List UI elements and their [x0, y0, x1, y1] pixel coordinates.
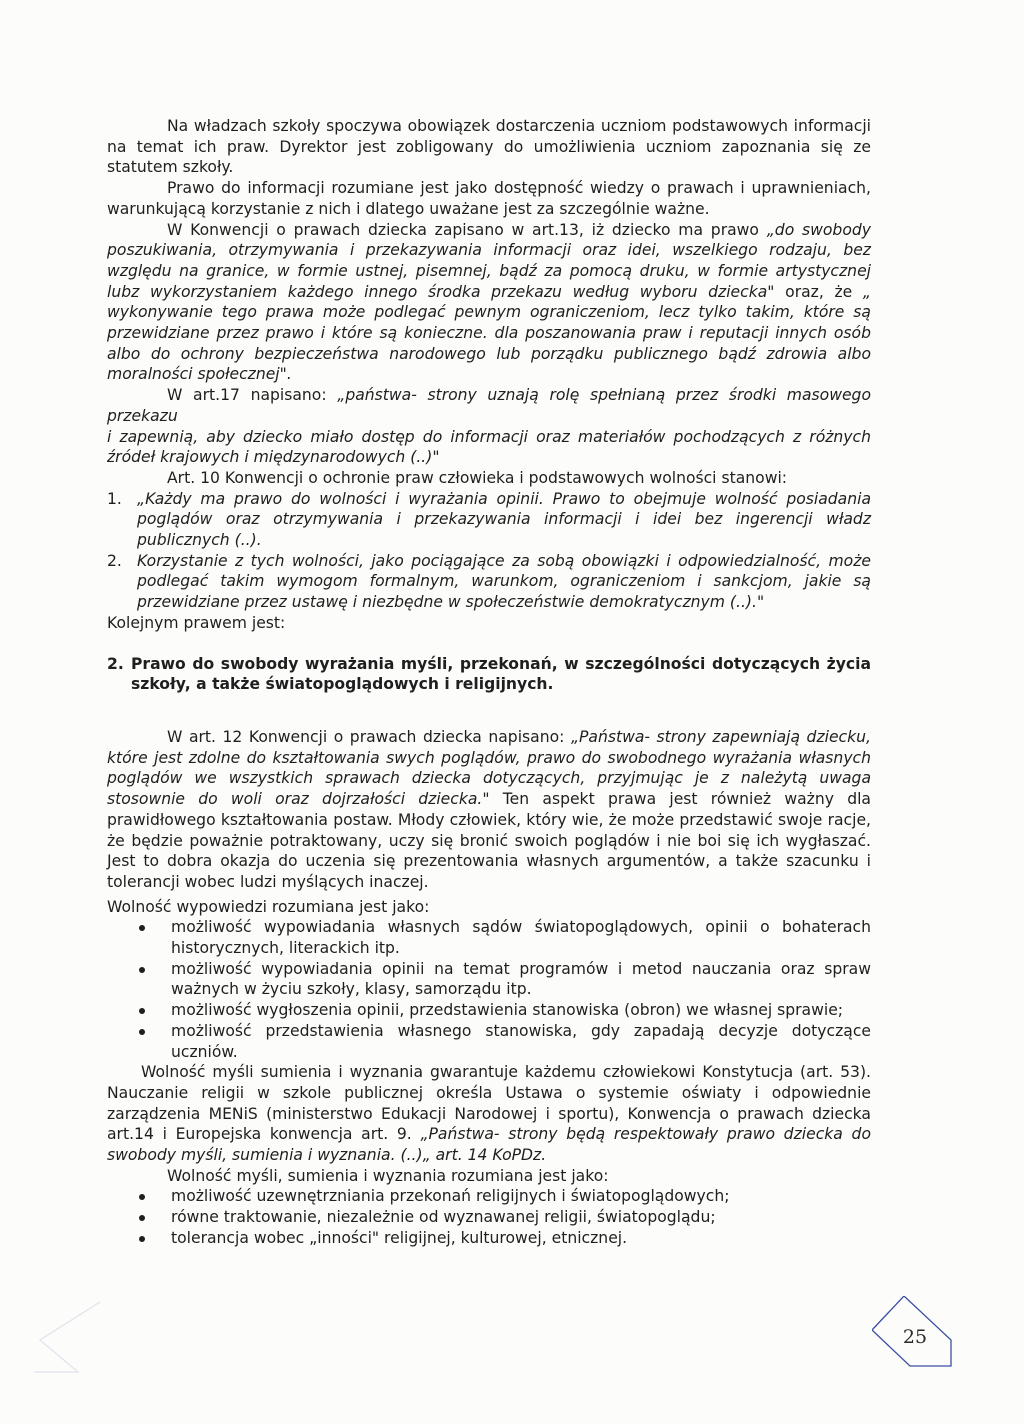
paragraph-freedom-of-thought: Wolność myśli sumienia i wyznania gwarantuje każdemu człowiekowi Konstytucja (art. 53). Nauczanie religii w szkole publicznej określa Ustawa o systemie oświaty i odpowiednie zarządzenia MENiS (ministerstwo Edukacji Narodowej i sportu), Konwencja o prawach dziecka art.14 i Europejska konwencja art. 9. „Państwa- strony będą respektowały prawo dziecka do swobody myśli, sumienia i wyznania. (..)„ art. 14 KoPDz. [107, 1063, 871, 1165]
list-item: 2. Korzystanie z tych wolności, jako pociągające za sobą obowiązki i odpowiedzialność, może podlegać takim wymogom formalnym, warunkom, ograniczeniom i sankcjom, jakie są przewidziane przez ustawę i niezbędne w społeczeństwie demokratycznym (..)." [107, 551, 871, 612]
paragraph-school-duty: Na władzach szkoły spoczywa obowiązek dostarczenia uczniom podstawowych informacji na temat ich praw. Dyrektor jest zobligowany do umożliwienia uczniom zapoznania się ze statutem szkoły. [107, 117, 871, 177]
paragraph-art17: W art.17 napisano: „państwa- strony uznają rolę spełnianą przez środki masowego przekazu [107, 386, 871, 425]
list-item: 1. „Każdy ma prawo do wolności i wyrażania opinii. Prawo to obejmuje wolność posiadania poglądów oraz otrzymywania i przekazywania informacji i idei bez ingerencji władz publicznych (..). [107, 489, 871, 550]
paragraph-art17-cont: i zapewnią, aby dziecko miało dostęp do informacji oraz materiałów pochodzących z różnych źródeł krajowych i międzynarodowych (..)" [107, 427, 871, 467]
expression-bullet-list [107, 917, 871, 1062]
paragraph-right-to-information: Prawo do informacji rozumiane jest jako dostępność wiedzy o prawach i uprawnieniach, warunkującą korzystanie z nich i dlatego uważane jest za szczególnie ważne. [107, 179, 871, 218]
list-item: możliwość uzewnętrzniania przekonań religijnych i światopoglądowych; [171, 1186, 871, 1207]
paragraph-art10-intro: Art. 10 Konwencji o ochronie praw człowieka i podstawowych wolności stanowi: [167, 468, 788, 487]
document-body [107, 116, 871, 1249]
list-item: możliwość wypowiadania opinii na temat programów i metod nauczania oraz spraw ważnych w życiu szkoły, klasy, samorządu itp. [171, 959, 871, 999]
paragraph-freedom-of-thought-def: Wolność myśli, sumienia i wyznania rozumiana jest jako: [167, 1166, 609, 1185]
paragraph-next-right: Kolejnym prawem jest: [107, 613, 286, 632]
list-item: możliwość wygłoszenia opinii, przedstawienia stanowiska (obron) we własnej sprawie; [171, 1000, 871, 1021]
list-item: tolerancja wobec „inności" religijnej, kulturowej, etnicznej. [171, 1228, 871, 1249]
list-item: możliwość wypowiadania własnych sądów światopoglądowych, opinii o bohaterach historycznych, literackich itp. [171, 918, 871, 958]
art10-list [107, 489, 871, 613]
section-heading: 2. Prawo do swobody wyrażania myśli, przekonań, w szczególności dotyczących życia szkoły, a także światopoglądowych i religijnych. [107, 654, 871, 694]
list-item: równe traktowanie, niezależnie od wyznawanej religii, światopoglądu; [171, 1207, 871, 1228]
bleed-through-corner-shape [30, 1296, 110, 1376]
page-number: 25 [902, 1326, 928, 1348]
list-item: możliwość przedstawienia własnego stanowiska, gdy zapadają decyzje dotyczące uczniów. [171, 1021, 871, 1061]
thought-bullet-list [107, 1186, 871, 1248]
paragraph-art13: W Konwencji o prawach dziecka zapisano w art.13, iż dziecko ma prawo „do swobody poszukiwania, otrzymywania i przekazywania informacji oraz idei, wszelkiego rodzaju, bez względu na granice, w formie ustnej, pisemnej, bądź za pomocą druku, w formie artystycznej lubz wykorzystaniem każdego innego środka przekazu według wyboru dziecka" oraz, że „ wykonywanie tego prawa może podlegać pewnym ograniczeniom, lecz tylko takim, które są przewidziane przez prawo i które są konieczne. dla poszanowania praw i reputacji innych osób albo do ochrony bezpieczeństwa narodowego lub porządku publicznego bądź zdrowia albo moralności społecznej". [107, 220, 871, 384]
paragraph-art12: W art. 12 Konwencji o prawach dziecka napisano: „Państwa- strony zapewniają dziecku, które jest zdolne do kształtowania swych poglądów, prawo do swobodnego wyrażania własnych poglądów we wszystkich sprawach dziecka dotyczących, przyjmując je z należytą uwaga stosownie do woli oraz dojrzałości dziecka." Ten aspekt prawa jest również ważny dla prawidłowego kształtowania postaw. Młody człowiek, który wie, że może przedstawić swoje racje, że będzie poważnie potraktowany, uczy się bronić swoich poglądów i nie boi się ich wygłaszać. Jest to dobra okazja do uczenia się prezentowania własnych argumentów, a także szacunku i tolerancji wobec ludzi myślących inaczej. [107, 727, 872, 891]
paragraph-freedom-of-expression: Wolność wypowiedzi rozumiana jest jako: [107, 897, 430, 916]
